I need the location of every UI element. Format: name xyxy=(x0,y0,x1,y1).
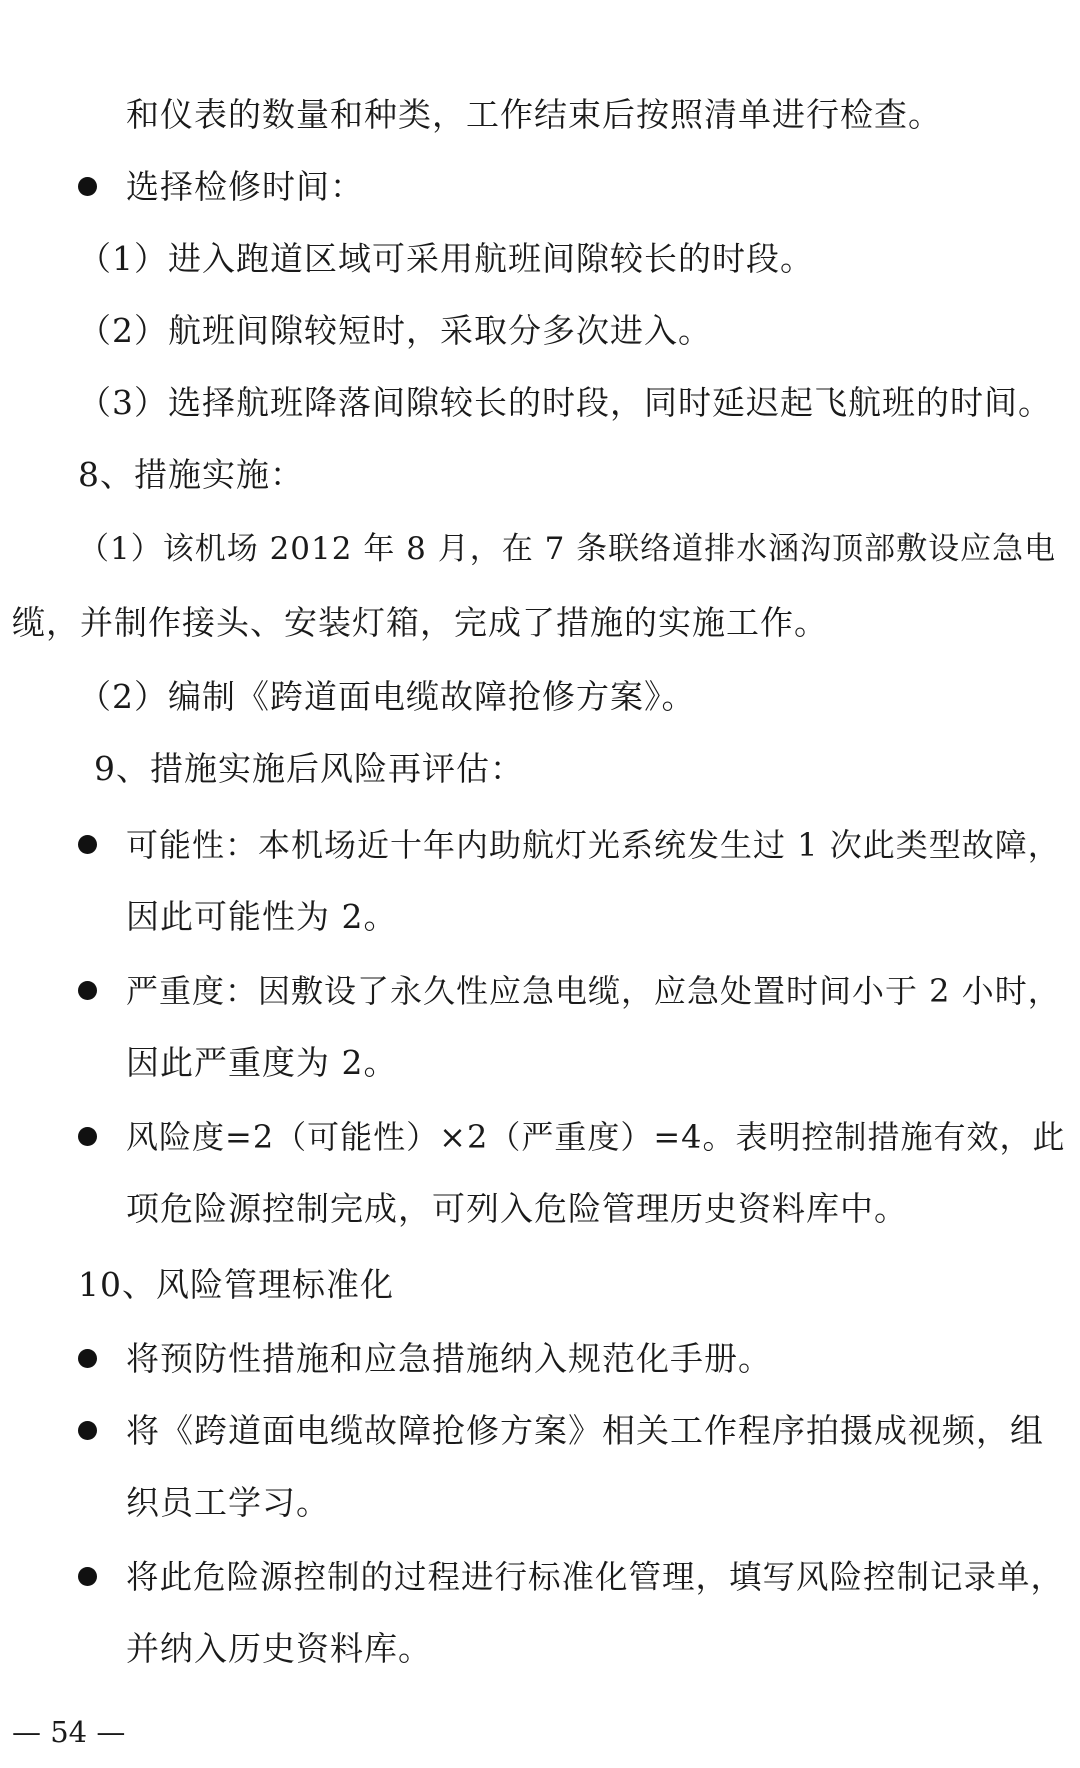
bullet-icon xyxy=(78,1127,97,1146)
section-heading: 9、措施实施后风险再评估： xyxy=(94,749,524,788)
numbered-item: （3）选择航班降落间隙较长的时段，同时延迟起飞航班的时间。 xyxy=(78,383,1052,422)
bullet-item: 可能性：本机场近十年内助航灯光系统发生过 1 次此类型故障， xyxy=(126,826,1061,864)
numbered-item: （1）该机场 2012 年 8 月，在 7 条联络道排水涵沟顶部敷设应急电 xyxy=(78,531,1057,567)
bullet-continuation: 并纳入历史资料库。 xyxy=(126,1629,432,1668)
bullet-item: 将此危险源控制的过程进行标准化管理，填写风险控制记录单， xyxy=(126,1558,1065,1596)
bullet-icon xyxy=(78,1421,97,1440)
bullet-icon xyxy=(78,835,97,854)
bullet-continuation: 织员工学习。 xyxy=(126,1483,330,1522)
numbered-item: （2）编制《跨道面电缆故障抢修方案》。 xyxy=(78,677,696,716)
bullet-icon xyxy=(78,981,97,1000)
bullet-heading: 选择检修时间： xyxy=(126,167,364,206)
numbered-item: （2）航班间隙较短时，采取分多次进入。 xyxy=(78,311,712,350)
bullet-item: 将预防性措施和应急措施纳入规范化手册。 xyxy=(126,1339,772,1378)
text-line: 和仪表的数量和种类，工作结束后按照清单进行检查。 xyxy=(126,95,942,134)
bullet-continuation: 因此可能性为 2。 xyxy=(126,897,398,936)
page-number: — 54 — xyxy=(12,1715,126,1749)
bullet-icon xyxy=(78,1349,97,1368)
section-heading: 10、风险管理标准化 xyxy=(78,1265,394,1304)
bullet-icon xyxy=(78,177,97,196)
numbered-item: （1）进入跑道区域可采用航班间隙较长的时段。 xyxy=(78,239,814,278)
section-heading: 8、措施实施： xyxy=(78,455,304,494)
bullet-item: 将《跨道面电缆故障抢修方案》相关工作程序拍摄成视频，组 xyxy=(126,1411,1044,1450)
bullet-icon xyxy=(78,1567,97,1586)
bullet-continuation: 因此严重度为 2。 xyxy=(126,1043,398,1082)
bullet-item: 风险度=2（可能性）×2（严重度）=4。表明控制措施有效，此 xyxy=(126,1118,1066,1156)
bullet-continuation: 项危险源控制完成，可列入危险管理历史资料库中。 xyxy=(126,1189,908,1228)
text-line: 缆，并制作接头、安装灯箱，完成了措施的实施工作。 xyxy=(12,603,828,642)
bullet-item: 严重度：因敷设了永久性应急电缆，应急处置时间小于 2 小时， xyxy=(126,972,1061,1010)
